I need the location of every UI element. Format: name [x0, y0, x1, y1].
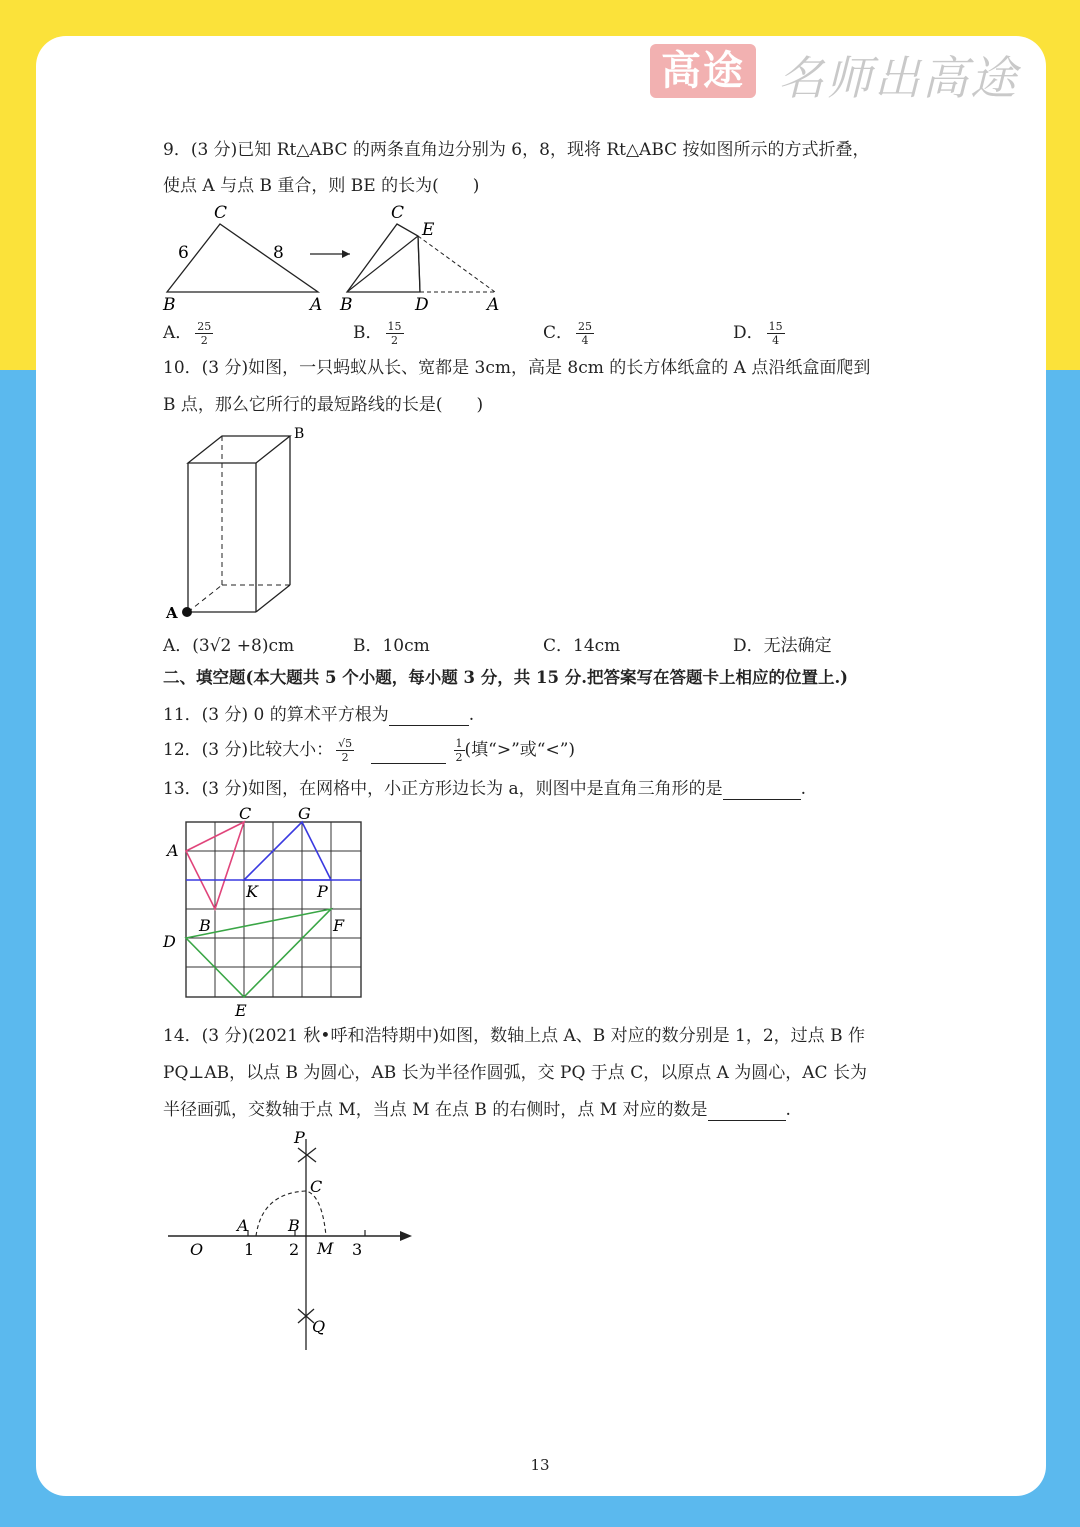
q9-label-e: E	[422, 220, 435, 240]
q9-label-a1: A	[310, 295, 323, 315]
q14-label-two: 2	[289, 1240, 300, 1259]
q9-label-b2: B	[340, 295, 353, 315]
q10-option-a[interactable]: A．(3√2 +8)cm	[163, 636, 295, 656]
q9-label-b1: B	[163, 295, 176, 315]
section-heading: 二、填空题(本大题共 5 个小题，每小题 3 分，共 15 分.把答案写在答题卡上相应的位置上.)	[163, 668, 848, 687]
q9-text-line1: 9．(3 分)已知 Rt△ABC 的两条直角边分别为 6，8，现将 Rt△ABC 按如图所示的方式折叠，	[163, 140, 870, 160]
q9-option-b[interactable]: B． $\frac{15}{2}$	[353, 320, 402, 347]
q14-answer-blank[interactable]	[708, 1120, 786, 1121]
q13-label-k: K	[246, 882, 258, 901]
page-number: 13	[530, 1456, 550, 1474]
q14-label-b: B	[288, 1216, 300, 1235]
q10-option-d[interactable]: D．无法确定	[733, 636, 832, 656]
q13-label-f: F	[333, 916, 345, 935]
q14-text-line1: 14．(3 分)(2021 秋•呼和浩特期中)如图，数轴上点 A、B 对应的数分别是 1，2，过点 B 作	[163, 1026, 865, 1046]
q9-label-six: 6	[178, 243, 189, 263]
q14-label-three: 3	[352, 1240, 363, 1259]
q14-label-p: P	[294, 1128, 305, 1147]
q9-option-c[interactable]: C． $\frac{25}{4}$	[543, 320, 593, 347]
q11-text: 11．(3 分) 0 的算术平方根为 .	[163, 705, 475, 725]
q14-label-o: O	[190, 1240, 204, 1259]
q9-label-c2: C	[391, 203, 405, 223]
brand-logo: 高途	[650, 44, 756, 98]
q13-text: 13．(3 分)如图，在网格中，小正方形边长为 a，则图中是直角三角形的是 .	[163, 779, 807, 799]
q10-label-b: B	[294, 426, 305, 442]
q10-text-line1: 10．(3 分)如图，一只蚂蚁从长、宽都是 3cm，高是 8cm 的长方体纸盒的 A 点沿纸盒面爬到	[163, 358, 871, 378]
q9-option-d[interactable]: D． $\frac{15}{4}$	[733, 320, 783, 347]
q13-label-p: P	[317, 882, 328, 901]
q13-label-c: C	[239, 804, 252, 823]
q14-number-line-figure	[160, 1125, 420, 1355]
q9-text-line2: 使点 A 与点 B 重合，则 BE 的长为( )	[163, 176, 480, 196]
q10-option-c[interactable]: C．14cm	[543, 636, 621, 656]
q9-label-eight: 8	[273, 243, 284, 263]
q10-box-figure	[160, 420, 320, 630]
q11-answer-blank[interactable]	[389, 725, 469, 726]
q14-label-c: C	[310, 1177, 323, 1196]
q13-label-e: E	[235, 1001, 247, 1020]
q12-text: 12．(3 分)比较大小： $\frac{√5}{2}$ $\frac{1}{2}$ (填“>”或“<”)	[163, 737, 576, 764]
q10-label-a: A	[166, 604, 178, 622]
q13-answer-blank[interactable]	[723, 799, 801, 800]
q9-label-d: D	[415, 295, 429, 315]
q12-answer-blank[interactable]	[371, 763, 446, 764]
q9-figure	[160, 200, 510, 320]
q13-grid-figure	[160, 800, 370, 1020]
q13-label-a: A	[167, 841, 179, 860]
q14-text-line2: PQ⊥AB，以点 B 为圆心，AB 长为半径作圆弧，交 PQ 于点 C，以原点 A 为圆心，AC 长为	[163, 1063, 867, 1083]
q14-label-q: Q	[312, 1317, 326, 1336]
q14-label-a: A	[237, 1216, 249, 1235]
q9-label-a2: A	[487, 295, 500, 315]
q13-label-d: D	[163, 932, 176, 951]
q13-label-g: G	[298, 804, 311, 823]
q9-option-a[interactable]: A． $\frac{25}{2}$	[163, 320, 212, 347]
brand-slogan: 名师出高途	[778, 51, 1018, 105]
q14-label-one: 1	[244, 1240, 255, 1259]
q14-label-m: M	[317, 1239, 334, 1258]
q14-text-line3: 半径画弧，交数轴于点 M，当点 M 在点 B 的右侧时，点 M 对应的数是 .	[163, 1100, 791, 1120]
q10-option-b[interactable]: B．10cm	[353, 636, 430, 656]
q10-text-line2: B 点，那么它所行的最短路线的长是( )	[163, 395, 484, 415]
q9-label-c1: C	[214, 203, 228, 223]
q13-label-b: B	[199, 916, 211, 935]
